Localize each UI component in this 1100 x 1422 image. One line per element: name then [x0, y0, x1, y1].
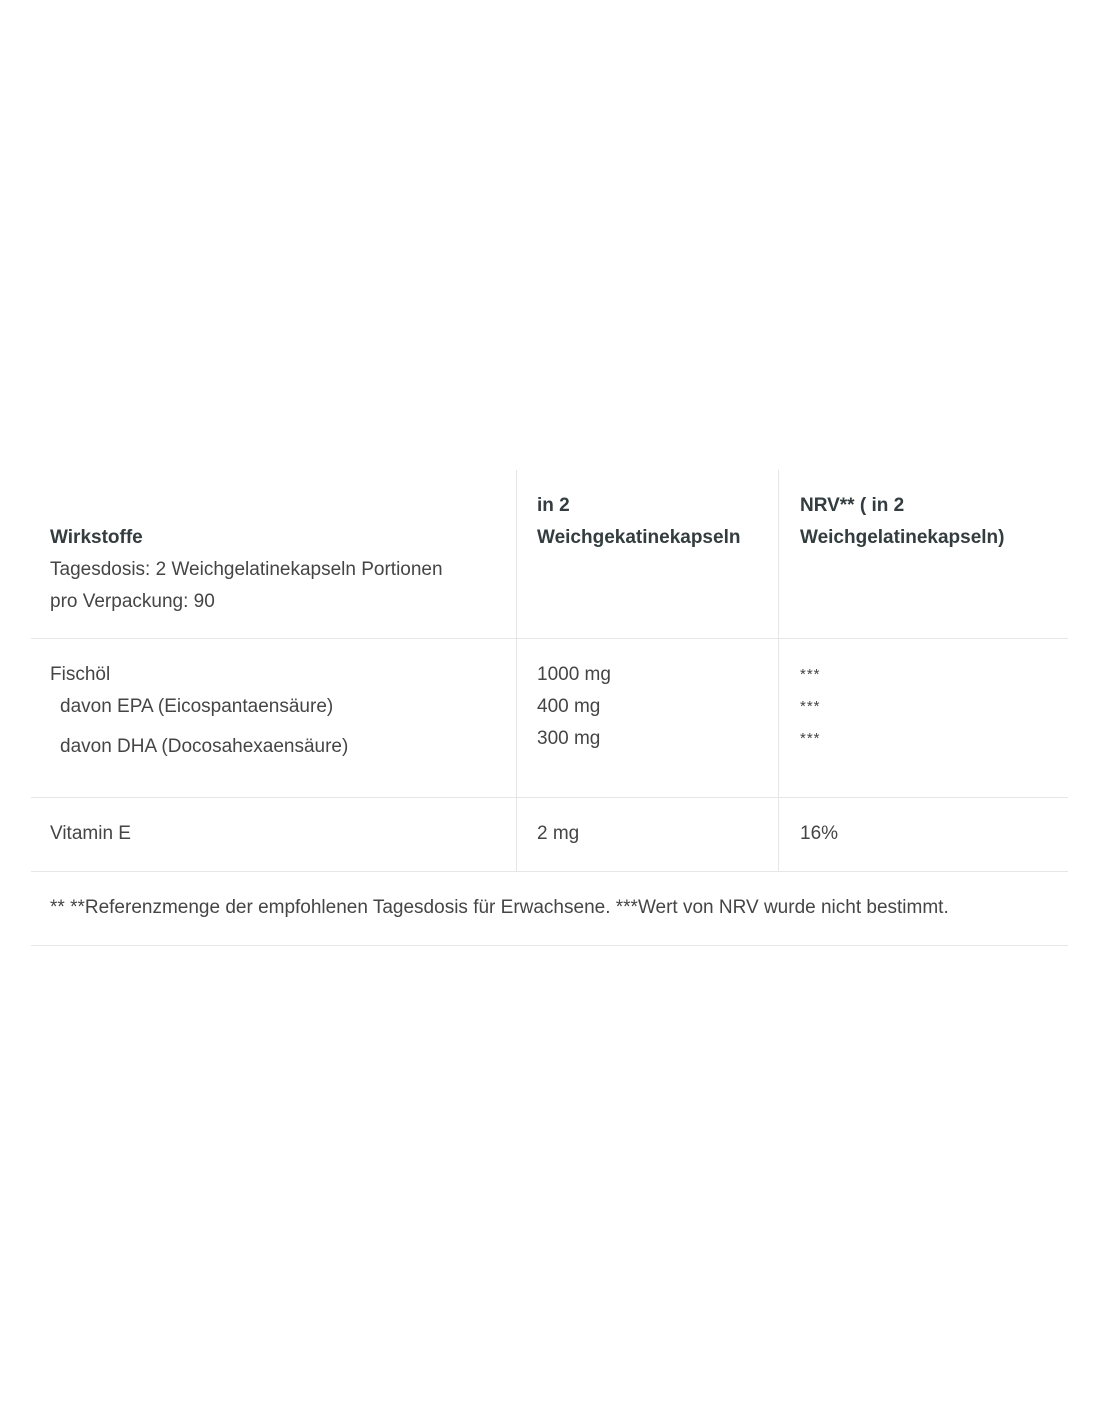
header-servings-per-pack: pro Verpackung: 90: [50, 591, 215, 612]
ingredient-name: Fischöl: [50, 664, 111, 685]
header-cell-per-2-capsules: [516, 470, 778, 638]
header-per-capsules-line2: Weichgekatinekapseln: [537, 527, 741, 548]
sub-ingredient-nrv: ***: [800, 730, 821, 747]
ingredient-nrv: 16%: [800, 823, 839, 844]
amount-cell: [516, 798, 778, 871]
header-daily-dose: Tagesdosis: 2 Weichgelatinekapseln Portionen: [50, 559, 443, 580]
table-row: [31, 798, 1068, 872]
ingredient-amount: 2 mg: [537, 823, 580, 844]
amount-cell: [516, 639, 778, 797]
nrv-cell: [778, 639, 1068, 797]
header-per-capsules-line1: in 2: [537, 495, 570, 516]
ingredient-amount: 1000 mg: [537, 664, 611, 685]
header-nrv-line1: NRV** ( in 2: [800, 495, 905, 516]
header-cell-ingredients: [31, 470, 516, 638]
nutrition-table: [31, 470, 1068, 946]
footnote-row: [31, 872, 1068, 946]
ingredient-nrv: ***: [800, 666, 821, 683]
ingredient-cell: [31, 798, 516, 871]
sub-ingredient-amount: 400 mg: [537, 696, 601, 717]
sub-ingredient-nrv: ***: [800, 698, 821, 715]
table-header-row: [31, 470, 1068, 639]
nrv-cell: [778, 798, 1068, 871]
ingredient-name: Vitamin E: [50, 823, 131, 844]
sub-ingredient-name: davon EPA (Eicospantaensäure): [60, 696, 334, 717]
ingredient-cell: [31, 639, 516, 797]
footnote-text: ** **Referenzmenge der empfohlenen Tagesdosis für Erwachsene. ***Wert von NRV wurde nicht bestimmt.: [50, 897, 949, 918]
header-nrv-line2: Weichgelatinekapseln): [800, 527, 1005, 548]
header-cell-nrv: [778, 470, 1068, 638]
sub-ingredient-amount: 300 mg: [537, 728, 601, 749]
table-row: [31, 639, 1068, 798]
header-ingredients-title: Wirkstoffe: [50, 527, 143, 548]
sub-ingredient-name: davon DHA (Docosahexaensäure): [60, 736, 349, 757]
